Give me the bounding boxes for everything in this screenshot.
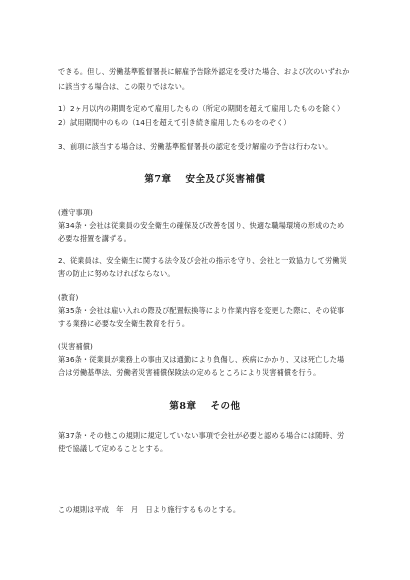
item-3-text: 3、前項に該当する場合は、労働基準監督署長の認定を受け解雇の予告は行わない。: [58, 142, 333, 151]
article-34-para2-line-2: 害の防止に努めなければならない。: [58, 269, 175, 278]
article-37-line-2: 使で協議して定めることとする。: [58, 444, 168, 453]
list-item-1: 1）2ヶ月以内の期間を定めて雇用したもの（所定の期間を超えて雇用したものを除く）: [58, 104, 345, 113]
article-34-para2-line-1: 2、従業員は、安全衛生に関する法令及び会社の指示を守り、会社と一致協力して労働災: [58, 256, 347, 265]
article-35-line-2: する業務に必要な安全衛生教育を行う。: [58, 319, 190, 328]
article-36-line-1: 第36条・従業員が業務上の事由又は通勤により負傷し、疾病にかかり、又は死亡した場: [58, 355, 345, 364]
list-item-2: 2）試用期間中のもの（14日を超えて引き続き雇用したものをのぞく）: [58, 118, 291, 127]
article-34-line-1: 第34条・会社は従業員の安全衛生の確保及び改善を図り、快適な職場環境の形成のため: [58, 221, 345, 230]
safety-label: (遵守事項): [58, 208, 93, 217]
chapter-8-heading: [0, 401, 410, 413]
article-36-line-2: 合は労働基準法、労働者災害補償保険法の定めるところにより災害補償を行う。: [58, 368, 321, 377]
article-34-line-2: 必要な措置を講ずる。: [58, 234, 131, 243]
article-35-line-1: 第35条・会社は雇い入れの際及び配置転換等により作業内容を変更した際に、その従事: [58, 306, 345, 315]
chapter-8-title: その他: [210, 401, 241, 412]
chapter-7-number: 第7章: [144, 174, 172, 185]
chapter-7-heading: [0, 174, 410, 186]
article-37-line-1: 第37条・その他この規則に規定していない事項で会社が必要と認める場合には随時、労: [58, 431, 345, 440]
intro-line-2: に該当する場合は、この限りではない。: [58, 82, 190, 91]
enforcement-statement: この規則は平成 年 月 日より施行するものとする。: [58, 505, 241, 514]
chapter-8-number: 第8章: [169, 401, 197, 412]
chapter-7-title: 安全及び災害補償: [185, 174, 266, 185]
compensation-label: (災害補償): [58, 342, 93, 351]
intro-line-1: できる。但し、労働基準監督署長に解雇予告除外認定を受けた場合、および次のいずれか: [58, 67, 350, 76]
education-label: (教育): [58, 293, 79, 302]
